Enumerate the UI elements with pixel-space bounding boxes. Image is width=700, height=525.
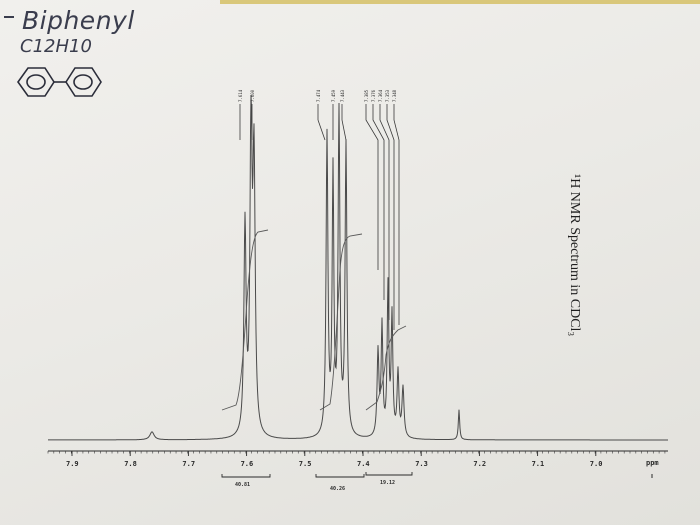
peak-label: 7.474 [316, 89, 321, 102]
integration-value: 40.26 [330, 486, 346, 492]
spectrum-title: ¹H NMR Spectrum in CDCl₃ [567, 174, 582, 337]
handwritten-formula: C12H10 [20, 36, 92, 57]
peak-label: 7.364 [378, 89, 383, 102]
peak-label: 7.376 [371, 89, 376, 102]
tick-label: 7.9 [66, 460, 79, 468]
tick-label: 7.4 [357, 460, 370, 468]
integral-curve-1 [222, 230, 268, 410]
axis-minor-ticks [48, 451, 665, 456]
peak-label: 7.443 [340, 89, 345, 102]
integration-value: 19.12 [380, 480, 396, 486]
peak-label: 7.353 [385, 89, 390, 102]
tick-label: 7.1 [531, 460, 545, 468]
tick-label: 7.8 [124, 460, 137, 468]
peak-label: 7.600 [250, 89, 255, 102]
integration-brackets [222, 472, 412, 477]
tick-label: 7.3 [415, 460, 428, 468]
spectrum-trace [48, 95, 668, 440]
tick-label: 7.6 [240, 460, 254, 468]
tick-label: 7.0 [589, 460, 603, 468]
axis-tick-labels [66, 460, 602, 468]
peak-label: 7.385 [364, 89, 369, 102]
tick-label: 7.2 [473, 460, 487, 468]
peak-label: 7.348 [392, 89, 397, 102]
peak-label: 7.614 [238, 89, 243, 102]
peak-marker-lines [240, 104, 399, 330]
integration-value: 40.81 [235, 482, 251, 488]
tick-label: 7.5 [298, 460, 312, 468]
peak-label: 7.459 [331, 89, 336, 102]
axis-unit-label: ppm [646, 459, 659, 467]
tick-label: 7.7 [182, 460, 196, 468]
handwritten-compound-name: Biphenyl [22, 6, 135, 35]
